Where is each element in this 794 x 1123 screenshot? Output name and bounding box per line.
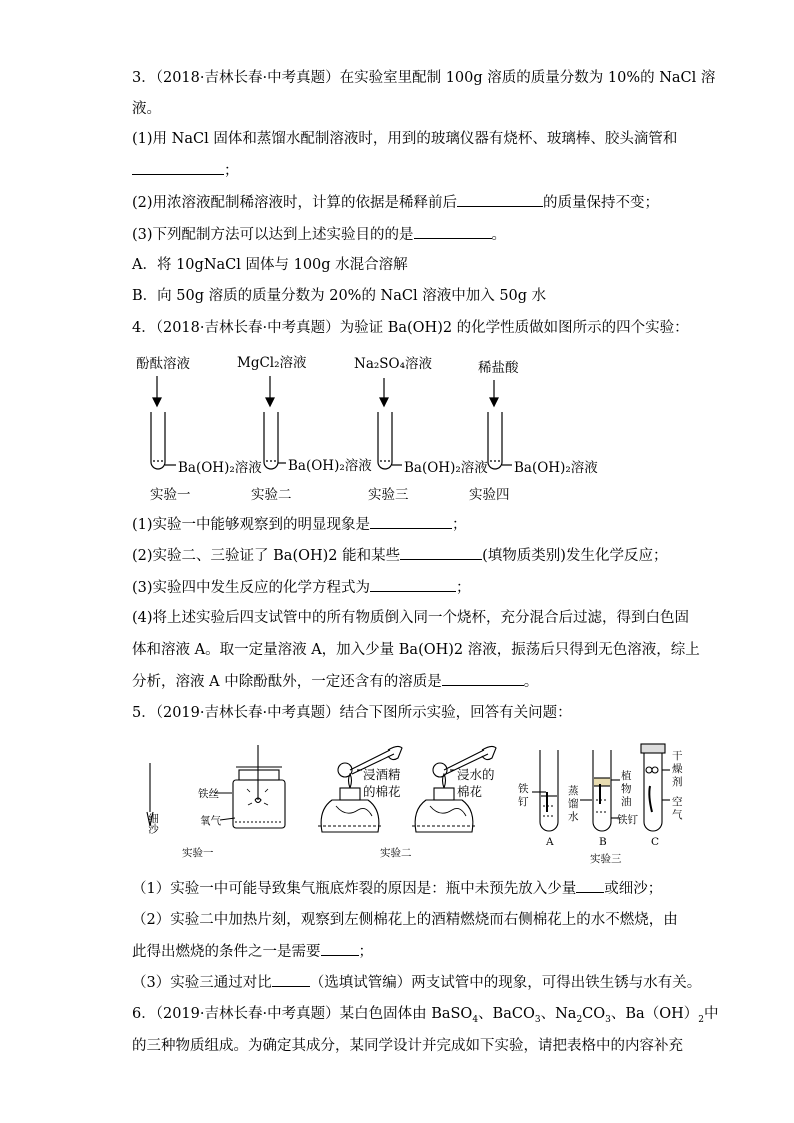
- answer-blank[interactable]: [576, 878, 604, 893]
- text: 分析，溶液 A 中除酚酞外，一定还含有的溶质是: [132, 674, 442, 690]
- q3-line1: 3．（2018·吉林长春·中考真题）在实验室里配制 100g 溶质的质量分数为 10%的 NaCl 溶: [132, 70, 716, 86]
- reagent-label-4: 稀盐酸: [478, 360, 519, 376]
- experiment-label-2: 实验二: [251, 487, 292, 503]
- tube-solution-2: Ba(OH)₂溶液: [288, 458, 372, 474]
- tube-c-label: C: [651, 836, 660, 848]
- reagent-label-2: MgCl₂溶液: [237, 355, 307, 371]
- text: （3）实验三通过对比: [132, 975, 272, 991]
- text: 、Ba（OH）: [610, 1006, 699, 1022]
- vegetable-oil-label: 植物油: [621, 770, 632, 808]
- text: （选填试管编）两支试管中的现象，可得出铁生锈与水有关。: [309, 975, 702, 991]
- q3-option-a: A．将 10gNaCl 固体与 100g 水混合溶解: [132, 257, 408, 273]
- tube-solution-1: Ba(OH)₂溶液: [178, 460, 262, 476]
- q5-part1: [132, 878, 662, 899]
- sand-label: 细沙: [147, 813, 159, 834]
- tube-b-label: B: [599, 836, 607, 848]
- experiment-label-3: 实验三: [368, 487, 409, 503]
- answer-blank[interactable]: [321, 941, 359, 956]
- experiment3-label: 实验三: [590, 853, 622, 865]
- text: 。: [523, 674, 539, 690]
- alcohol-cotton-label: 浸酒精的棉花: [363, 767, 401, 799]
- q3-part1: (1)用 NaCl 固体和蒸馏水配制溶液时，用到的玻璃仪器有烧杯、玻璃棒、胶头滴管和: [132, 131, 678, 147]
- desiccant-label: 干燥剂: [672, 750, 683, 788]
- distilled-water-label: 蒸馏水: [568, 785, 579, 823]
- q3-option-b: B．向 50g 溶质的质量分数为 20%的 NaCl 溶液中加入 50g 水: [132, 288, 547, 304]
- q6-line2: 的三种物质组成。为确定其成分，某同学设计并完成如下实验，请把表格中的内容补充: [132, 1038, 683, 1054]
- iron-wire-label: 铁丝: [198, 788, 219, 800]
- q6-line1: 6．（2019·吉林长春·中考真题）某白色固体由 BaSO$_4$、BaCO$_3$、$Na_2CO_3$、$Ba(OH)_2$中: [132, 1006, 719, 1025]
- text: ；: [452, 517, 467, 533]
- text: (3)实验四中发生反应的化学方程式为: [132, 580, 371, 596]
- text: (3)下列配制方法可以达到上述实验目的的是: [132, 227, 414, 243]
- nail-label-b: 铁钉: [617, 814, 638, 826]
- q5-part2-line1: （2）实验二中加热片刻，观察到左侧棉花上的酒精燃烧而右侧棉花上的水不燃烧，由: [132, 912, 678, 928]
- q5-part3: [132, 972, 701, 993]
- answer-blank[interactable]: [272, 972, 310, 987]
- reagent-label-1: 酚酞溶液: [136, 356, 190, 372]
- text: ；: [456, 580, 471, 596]
- experiment1-label: 实验一: [182, 847, 214, 859]
- nail-label-a: 铁钉: [518, 783, 529, 808]
- punct: ；: [224, 163, 239, 179]
- text: 此得出燃烧的条件之一是需要: [132, 944, 321, 960]
- text: 、Na: [540, 1006, 577, 1022]
- text: 6．（2019·吉林长春·中考真题）某白色固体由 BaSO: [132, 1006, 473, 1022]
- text: (填物质类别)发生化学反应；: [482, 548, 668, 564]
- air-label: 空气: [672, 796, 683, 821]
- text: 、BaCO: [478, 1006, 535, 1022]
- text: （1）实验一中可能导致集气瓶底炸裂的原因是：瓶中未预先放入少量: [132, 881, 577, 897]
- tube-solution-3: Ba(OH)₂溶液: [404, 460, 488, 476]
- q4-part4-line2: 体和溶液 A。取一定量溶液 A，加入少量 Ba(OH)2 溶液，振荡后只得到无色溶液，综上: [132, 642, 700, 658]
- tube-solution-4: Ba(OH)₂溶液: [514, 460, 598, 476]
- experiment2-label: 实验二: [380, 847, 412, 859]
- text: (2)实验二、三验证了 Ba(OH)2 能和某些: [132, 548, 401, 564]
- reagent-label-3: Na₂SO₄溶液: [354, 356, 433, 372]
- text: 。: [491, 227, 507, 243]
- text: CO: [582, 1006, 606, 1022]
- experiment-label-4: 实验四: [469, 487, 510, 503]
- water-cotton-label: 浸水的棉花: [457, 767, 495, 799]
- tube-a-label: A: [546, 836, 554, 848]
- experiment-label-1: 实验一: [150, 487, 191, 503]
- q3-line2: 液。: [132, 101, 161, 117]
- q4-intro: 4．（2018·吉林长春·中考真题）为验证 Ba(OH)2 的化学性质做如图所示的四个实验：: [132, 320, 689, 336]
- text: (2)用浓溶液配制稀溶液时，计算的依据是稀释前后: [132, 195, 458, 211]
- q5-part2-line2: [132, 941, 373, 962]
- q5-intro: 5．（2019·吉林长春·中考真题）结合下图所示实验，回答有关问题：: [132, 705, 572, 721]
- text: ；: [358, 944, 373, 960]
- oxygen-label: 氧气: [200, 815, 221, 827]
- text: 的质量保持不变；: [543, 195, 660, 211]
- text: (1)实验一中能够观察到的明显现象是: [132, 517, 371, 533]
- text: 或细沙；: [604, 881, 663, 897]
- text: 中: [703, 1006, 719, 1022]
- q4-part4-line1: (4)将上述实验后四支试管中的所有物质倒入同一个烧杯，充分混合后过滤，得到白色固: [132, 610, 690, 626]
